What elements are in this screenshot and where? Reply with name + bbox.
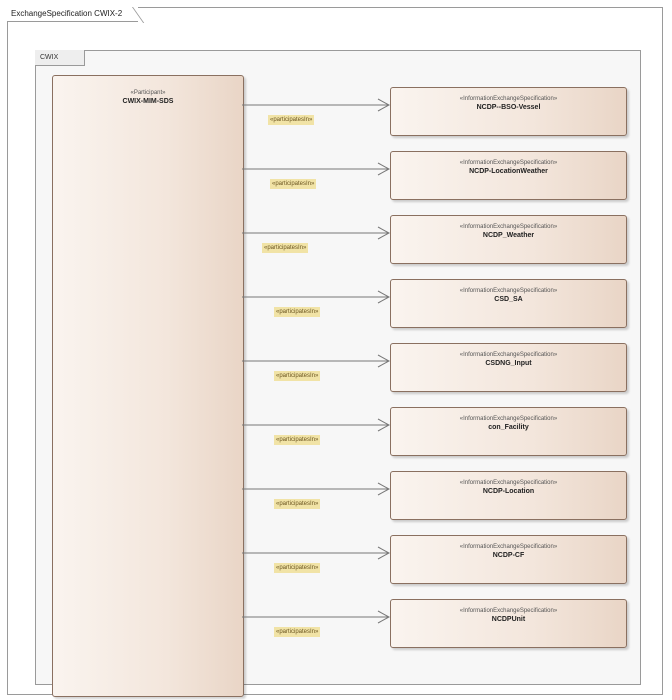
- connector-label: «participatesIn»: [272, 181, 315, 187]
- spec-box[interactable]: [390, 151, 627, 200]
- spec-stereotype: «InformationExchangeSpecification»: [459, 96, 558, 102]
- participant-stereotype: «Participant»: [130, 90, 166, 96]
- spec-box[interactable]: [390, 343, 627, 392]
- participant-name: CWIX-MIM-SDS: [122, 98, 174, 105]
- spec-stereotype: «InformationExchangeSpecification»: [459, 288, 558, 294]
- spec-stereotype: «InformationExchangeSpecification»: [459, 160, 558, 166]
- connector-label: «participatesIn»: [270, 117, 313, 123]
- spec-stereotype: «InformationExchangeSpecification»: [459, 352, 558, 358]
- spec-stereotype: «InformationExchangeSpecification»: [459, 544, 558, 550]
- connector-label: «participatesIn»: [276, 373, 319, 379]
- diagram-title: ExchangeSpecification CWIX-2: [7, 7, 138, 22]
- connector-label: «participatesIn»: [276, 629, 319, 635]
- spec-box[interactable]: [390, 471, 627, 520]
- connector-label: «participatesIn»: [276, 309, 319, 315]
- spec-stereotype: «InformationExchangeSpecification»: [459, 480, 558, 486]
- spec-name: con_Facility: [488, 424, 529, 431]
- connector-label: «participatesIn»: [264, 245, 307, 251]
- spec-stereotype: «InformationExchangeSpecification»: [459, 608, 558, 614]
- spec-stereotype: «InformationExchangeSpecification»: [459, 224, 558, 230]
- spec-box[interactable]: [390, 535, 627, 584]
- spec-box[interactable]: [390, 87, 627, 136]
- spec-name: CSD_SA: [494, 296, 523, 303]
- spec-name: NCDP-LocationWeather: [469, 168, 548, 175]
- connector-label: «participatesIn»: [276, 437, 319, 443]
- spec-name: NCDP_Weather: [482, 232, 535, 239]
- spec-box[interactable]: [390, 407, 627, 456]
- connector-label: «participatesIn»: [276, 501, 319, 507]
- spec-box[interactable]: [390, 215, 627, 264]
- spec-box[interactable]: [390, 279, 627, 328]
- spec-name: NCDP-Location: [482, 488, 535, 495]
- spec-box[interactable]: [390, 599, 627, 648]
- spec-name: NCDP--BSO-Vessel: [476, 104, 541, 111]
- spec-name: CSDNG_Input: [485, 360, 532, 367]
- spec-name: NCDPUnit: [491, 616, 526, 623]
- spec-name: NCDP-CF: [492, 552, 525, 559]
- package-name: CWIX: [35, 50, 85, 66]
- connector-label: «participatesIn»: [276, 565, 319, 571]
- spec-stereotype: «InformationExchangeSpecification»: [459, 416, 558, 422]
